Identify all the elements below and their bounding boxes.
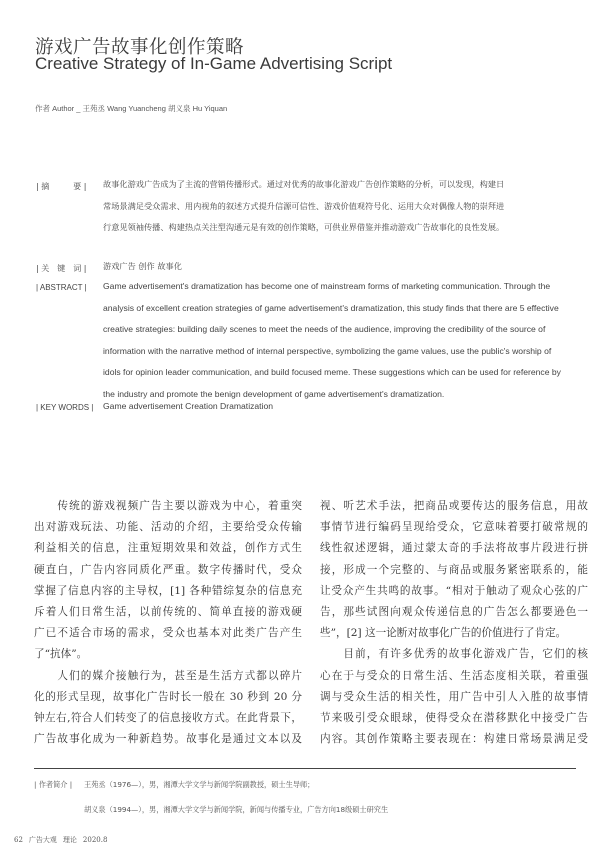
body-line: 人们的媒介接触行为，甚至是生活方式都以碎片 — [34, 669, 302, 682]
abstract-en-line: analysis of excellent creation strategies of game advertisement's dramatization, this study finds that there are 5 effective — [103, 302, 559, 313]
body-line: 广已不适合市场的需求，受众也基本对此类广告产生 — [34, 627, 302, 640]
abstract-en-line: idols for opinion leader communication, and build focused meme. These suggestions which can be used for reference by — [103, 367, 561, 377]
body-line: 视、听艺术手法，把商品或要传达的服务信息，用故 — [320, 500, 588, 512]
body-line: 接，形成一个完整的、与商品或服务紧密联系的，能 — [320, 563, 588, 576]
keywords-en-label: | KEY WORDS | — [36, 403, 94, 412]
body-line: 线性叙述逻辑，通过蒙太奇的手法将故事片段进行拼 — [320, 542, 588, 555]
abstract-cn-label: | 摘 要 | — [36, 182, 87, 191]
abstract-cn-line: 故事化游戏广告成为了主流的营销传播形式。通过对优秀的故事化游戏广告创作策略的分析，可以发现，构建日 — [103, 179, 505, 189]
body-line: 目前，有许多优秀的故事化游戏广告，它们的核 — [320, 648, 588, 661]
keywords-en-value: Game advertisement Creation Dramatization — [103, 401, 274, 411]
abstract-en-line: Game advertisement's dramatization has become one of mainstream forms of marketing communication. Through the — [103, 281, 551, 291]
body-line: 了“抗体”。 — [34, 648, 88, 661]
body-line: 传统的游戏视频广告主要以游戏为中心，着重突 — [34, 500, 302, 512]
body-column-left — [34, 496, 302, 750]
keywords-cn-label: | 关 键 词 | — [36, 264, 87, 273]
keywords-cn-text — [103, 256, 579, 278]
journal-issue: 2020.8 — [82, 836, 108, 844]
body-column-right — [320, 496, 588, 750]
body-line: 硬直白，广告内容同质化严重。数字传播时代，受众 — [34, 563, 302, 576]
body-line: 斥着人们日常生活，以前传统的、简单直接的游戏硬 — [34, 606, 302, 619]
author-bio-1: 王苑丞（1976—），男，湘潭大学文学与新闻学院副教授，硕士生导师； — [84, 780, 315, 789]
article-title-chinese: 游戏广告故事化创作策略 — [35, 37, 245, 58]
body-line: 利益相关的信息，注重短期效果和效益，创作方式生 — [34, 542, 302, 555]
author-bio-2: 胡义泉（1994—），男，湘潭大学文学与新闻学院，新闻与传播专业，广告方向18级硕士研究生 — [84, 805, 389, 814]
keywords-en-text — [103, 396, 579, 418]
abstract-en-line: the industry and promote the benign development of game advertisement's dramatization. — [103, 388, 445, 399]
abstract-en-line: creative strategies: building daily scenes to meet the needs of the audience, improving the credibility of the source of — [103, 324, 546, 334]
body-line: 心在于与受众的日常生活、生活态度相关联，着重强 — [320, 669, 588, 682]
body-line: 些”，[2] 这一论断对故事化广告的价值进行了肯定。 — [320, 627, 567, 640]
body-line: 节来吸引受众眼球，使得受众在潜移默化中接受广告 — [320, 712, 588, 725]
journal-section: 理论 — [62, 836, 77, 844]
author-bio-label: | 作者简介 | — [34, 780, 73, 789]
body-line: 内容。其创作策略主要表现在：构建日常场景满足受 — [320, 733, 588, 746]
abstract-cn-line: 行意见领袖传播、构建热点关注型沟通元是有效的创作策略，可供业界借鉴并推动游戏广告故事化的良性发展。 — [103, 222, 505, 233]
body-line: 让受众产生共鸣的故事。“相对于触动了观众心弦的广 — [320, 584, 588, 597]
abstract-en-line: information with the narrative method of internal perspective, symbolizing the game values, use the public's worship of — [103, 345, 552, 356]
article-title-english: Creative Strategy of In-Game Advertising Script — [35, 54, 393, 73]
body-line: 化的形式呈现，故事化广告时长一般在 30 秒到 20 分 — [34, 690, 302, 703]
body-line: 告，那些试图向观众传递信息的广告怎么都要逊色一 — [320, 606, 588, 619]
abstract-en-label: | ABSTRACT | — [36, 283, 87, 292]
abstract-cn-line: 常场景满足受众需求、用内视角的叙述方式提升信源可信性、游戏价值观符号化、运用大众对偶像人物的崇拜进 — [103, 200, 505, 211]
body-line: 出对游戏玩法、功能、活动的介绍，主要给受众传输 — [34, 521, 302, 534]
body-line: 事情节进行编码呈现给受众，它意味着要打破常规的 — [320, 521, 588, 534]
journal-name: 广告大观 — [28, 836, 57, 844]
author-line: 作者 Author _ 王苑丞 Wang Yuancheng 胡义泉 Hu Yiquan — [35, 104, 228, 113]
keywords-cn-value: 游戏广告 创作 故事化 — [103, 261, 182, 271]
body-line: 钟左右,符合人们转变了的信息接收方式。在此背景下， — [34, 712, 302, 725]
abstract-en-text — [103, 276, 579, 405]
body-line: 掌握了信息内容的主导权，[1] 各种错综复杂的信息充 — [34, 584, 302, 597]
page-footer — [14, 835, 113, 845]
abstract-cn-text — [103, 174, 579, 239]
footnote-divider — [34, 768, 576, 769]
page-number: 62 — [14, 836, 23, 844]
body-line: 广告故事化成为一种新趋势。故事化是通过文本以及 — [34, 733, 302, 746]
body-line: 调与受众生活的相关性，用广告中引人入胜的故事情 — [320, 690, 588, 703]
